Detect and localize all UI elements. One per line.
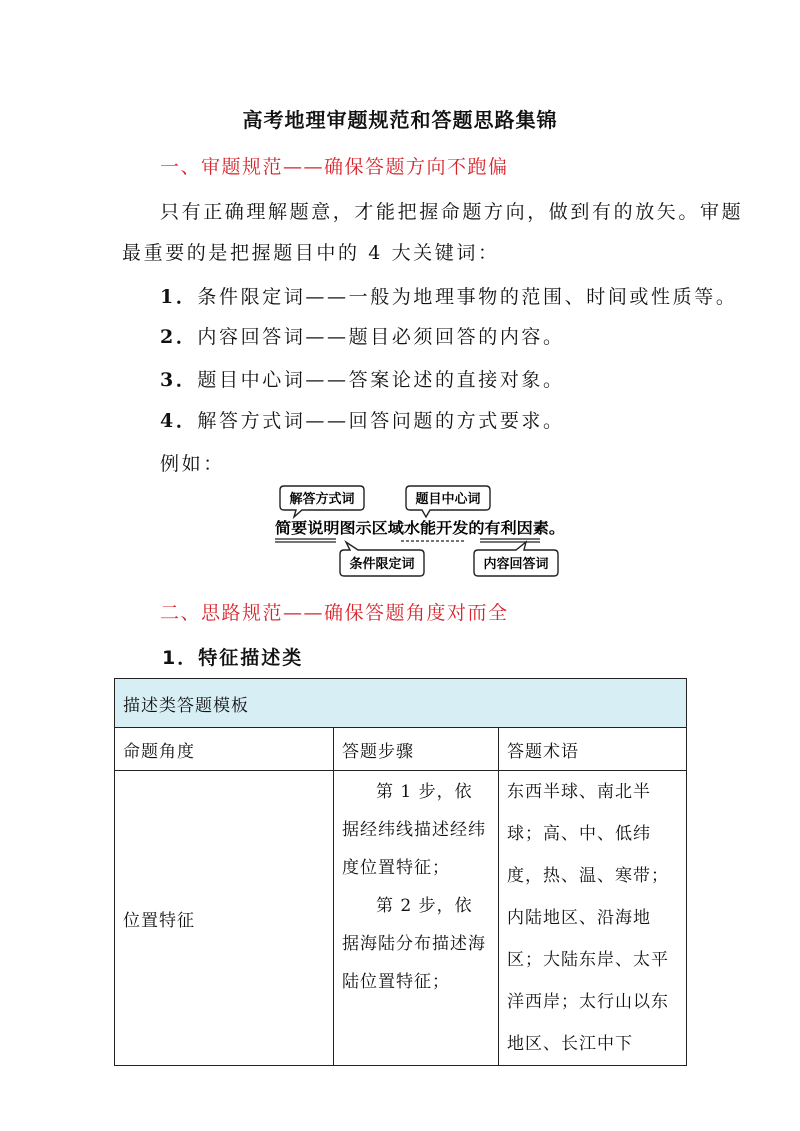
item-text: 题目中心词——答案论述的直接对象。 bbox=[197, 369, 565, 391]
keyword-item-4 bbox=[160, 406, 565, 433]
step-2: 第 2 步，依据海陆分布描述海陆位置特征； bbox=[342, 896, 486, 992]
intro-line-1: 只有正确理解题意，才能把握命题方向，做到有的放矢。审题 bbox=[160, 201, 744, 223]
table-cell-angle: 位置特征 bbox=[115, 771, 334, 1066]
keyword-item-2 bbox=[160, 322, 565, 349]
step-1: 第 1 步，依据经纬线描述经纬度位置特征； bbox=[342, 782, 486, 878]
keyword-item-3 bbox=[160, 365, 565, 392]
example-label: 例如： bbox=[160, 453, 225, 475]
callout-center-word: 题目中心词 bbox=[415, 492, 481, 507]
item-text: 解答方式词——回答问题的方式要求。 bbox=[197, 410, 565, 432]
item-number: 2． bbox=[160, 326, 198, 348]
keyword-diagram bbox=[270, 484, 570, 580]
item-text: 条件限定词——一般为地理事物的范围、时间或性质等。 bbox=[197, 286, 738, 308]
section2-heading: 二、思路规范——确保答题角度对而全 bbox=[160, 602, 509, 624]
item-text: 内容回答词——题目必须回答的内容。 bbox=[197, 326, 565, 348]
table-cell-steps bbox=[334, 771, 499, 1066]
document-title: 高考地理审题规范和答题思路集锦 bbox=[242, 108, 558, 132]
callout-answer-method: 解答方式词 bbox=[289, 492, 355, 507]
column-header-steps: 答题步骤 bbox=[334, 728, 499, 771]
callout-content: 内容回答词 bbox=[483, 557, 549, 572]
intro-line-2: 最重要的是把握题目中的 4 大关键词： bbox=[122, 242, 500, 264]
column-header-angle: 命题角度 bbox=[115, 728, 334, 771]
section2-subheading: 1．特征描述类 bbox=[162, 647, 304, 669]
item-number: 4． bbox=[160, 410, 198, 432]
column-header-terms: 答题术语 bbox=[499, 728, 687, 771]
template-table bbox=[114, 678, 687, 1066]
table-cell-terms: 东西半球、南北半球；高、中、低纬度，热、温、寒带；内陆地区、沿海地区；大陆东岸、太平洋西岸；太行山以东地区、长江中下 bbox=[499, 771, 687, 1066]
item-number: 3． bbox=[160, 369, 198, 391]
table-caption: 描述类答题模板 bbox=[115, 679, 687, 728]
item-number: 1． bbox=[160, 286, 198, 308]
section1-heading: 一、审题规范——确保答题方向不跑偏 bbox=[160, 156, 509, 178]
example-sentence: 简要说明图示区域水能开发的有利因素。 bbox=[275, 519, 565, 537]
keyword-item-1 bbox=[160, 282, 737, 309]
callout-condition: 条件限定词 bbox=[349, 557, 415, 572]
